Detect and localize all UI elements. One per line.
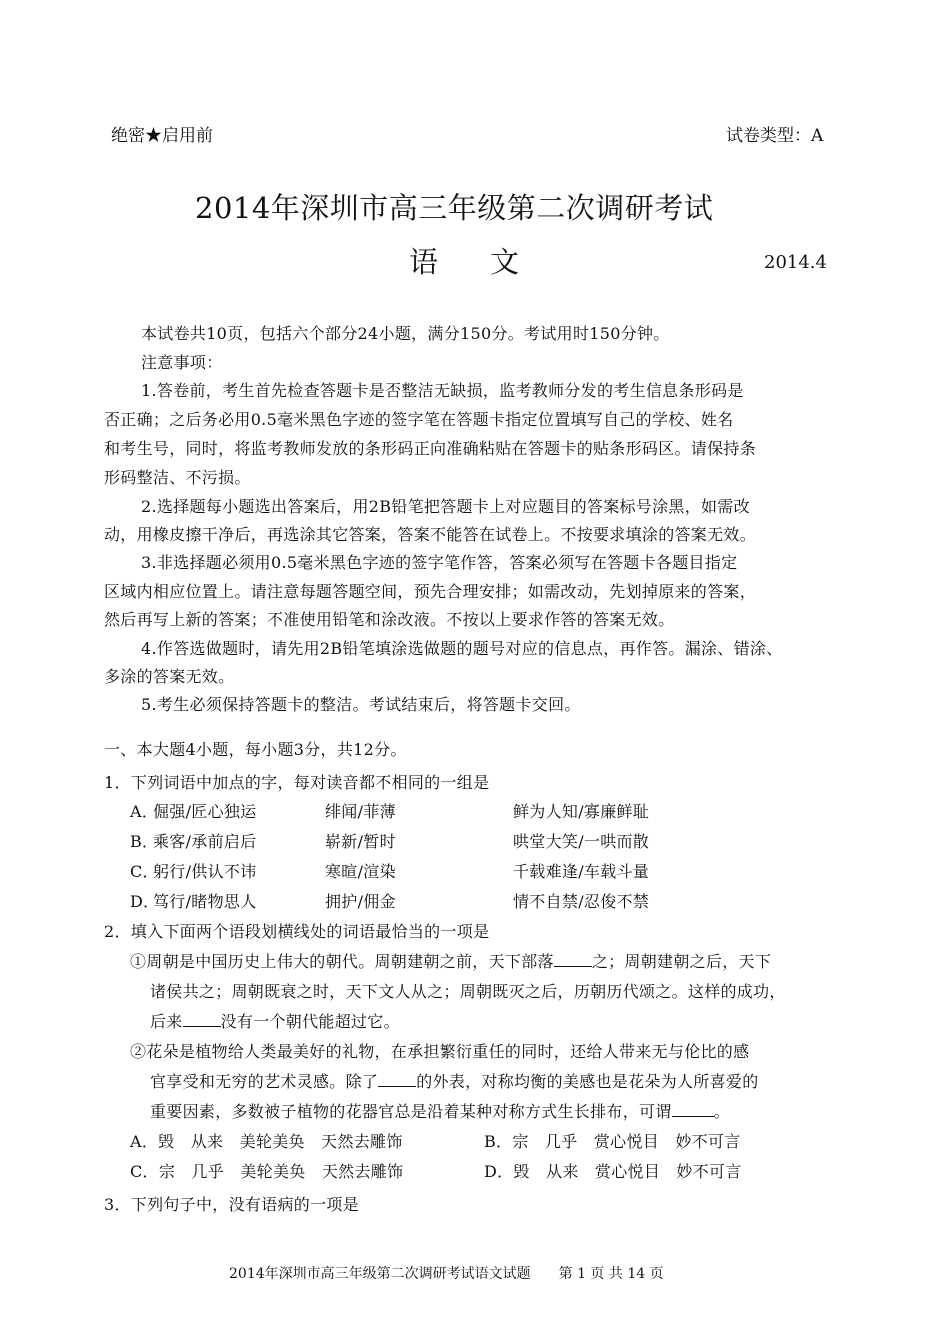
notice-line: 区域内相应位置上。请注意每题答题空间，预先合理安排；如需改动，先划掉原来的答案， xyxy=(104,582,757,601)
q2-passage-1-line: 诸侯共之；周朝既衰之时，天下文人从之；周朝既灭之后，历朝历代颂之。这样的成功， xyxy=(150,982,786,1001)
q1-option-word: 躬行/供认不讳 xyxy=(153,862,257,881)
exam-date: 2014.4 xyxy=(764,252,827,273)
q2-text: 之；周朝建朝之后，天下 xyxy=(591,952,772,971)
notice-line: 5.考生必须保持答题卡的整洁。考试结束后，将答题卡交回。 xyxy=(141,695,581,714)
q1-option-word: 乘客/承前启后 xyxy=(153,832,257,851)
q2-text: 官享受和无穷的艺术灵感。除了 xyxy=(150,1072,379,1091)
q2-text: 重要因素，多数被子植物的花器官总是沿着某种对称方式生长排布，可谓 xyxy=(150,1102,672,1121)
page-footer: 2014年深圳市高三年级第二次调研考试语文试题 第 1 页 共 14 页 xyxy=(229,1266,664,1282)
notice-line: 动，用橡皮擦干净后，再选涂其它答案，答案不能答在试卷上。不按要求填涂的答案无效。 xyxy=(104,525,757,544)
blank-line xyxy=(378,1072,416,1087)
confidential-label: 绝密★启用前 xyxy=(111,126,213,146)
section-heading: 一、本大题4小题，每小题3分，共12分。 xyxy=(104,740,407,759)
q2-option: B．宗 几乎 赏心悦目 妙不可言 xyxy=(484,1132,741,1151)
exam-title: 2014年深圳市高三年级第二次调研考试 xyxy=(195,191,714,225)
q1-option-word: 寒暄/渲染 xyxy=(325,862,396,881)
notice-line: 和考生号，同时，将监考教师发放的条形码正向准确粘贴在答题卡的贴条形码区。请保持条 xyxy=(104,439,757,458)
notice-line: 多涂的答案无效。 xyxy=(104,667,235,686)
q2-passage-1-line xyxy=(130,949,771,972)
notice-line: 1.答卷前，考生首先检查答题卡是否整洁无缺损，监考教师分发的考生信息条形码是 xyxy=(141,381,744,400)
q1-option-word: 拥护/佣金 xyxy=(325,892,396,911)
q1-option-word: 千载难逢/车载斗量 xyxy=(513,862,650,881)
notice-line: 否正确；之后务必用0.5毫米黑色字迹的签字笔在答题卡指定位置填写自己的学校、姓名 xyxy=(104,410,734,429)
blank-line xyxy=(672,1102,714,1117)
question-3-stem: 3．下列句子中，没有语病的一项是 xyxy=(104,1195,359,1214)
question-1-stem: 1．下列词语中加点的字，每对读音都不相同的一组是 xyxy=(104,773,490,792)
paper-type-label: 试卷类型：A xyxy=(726,126,824,146)
q2-passage-2-line: ②花朵是植物给人类最美好的礼物，在承担繁衍重任的同时，还给人带来无与伦比的感 xyxy=(130,1042,750,1061)
notice-title: 注意事项： xyxy=(141,353,223,372)
blank-line xyxy=(183,1012,221,1027)
notice-line: 然后再写上新的答案；不准使用铅笔和涂改液。不按以上要求作答的答案无效。 xyxy=(104,610,675,629)
q2-text: 后来 xyxy=(150,1012,183,1031)
q2-option: D．毁 从来 赏心悦目 妙不可言 xyxy=(484,1162,742,1181)
q2-text: 没有一个朝代能超过它。 xyxy=(220,1012,400,1031)
q2-option: A．毁 从来 美轮美奂 天然去雕饰 xyxy=(130,1132,403,1151)
question-2-stem: 2．填入下面两个语段划横线处的词语最恰当的一项是 xyxy=(104,922,490,941)
q1-option-word: 情不自禁/忍俊不禁 xyxy=(513,892,650,911)
q2-passage-2-line xyxy=(150,1069,759,1092)
q1-option-label: B． xyxy=(130,832,159,851)
notice-line: 形码整洁、不污损。 xyxy=(104,468,251,487)
q2-text: ①周朝是中国历史上伟大的朝代。周朝建朝之前，天下部落 xyxy=(130,952,554,971)
q1-option-word: 哄堂大笑/一哄而散 xyxy=(513,832,650,851)
q2-option: C．宗 几乎 美轮美奂 天然去雕饰 xyxy=(130,1162,404,1181)
subject-title: 语文 xyxy=(409,245,572,279)
q1-option-word: 倔强/匠心独运 xyxy=(153,802,257,821)
q1-option-word: 崭新/暂时 xyxy=(325,832,396,851)
notice-line: 3.非选择题必须用0.5毫米黑色字迹的签字笔作答，答案必须写在答题卡各题目指定 xyxy=(141,553,738,572)
q1-option-label: A． xyxy=(130,802,159,821)
blank-line xyxy=(554,952,592,967)
q1-option-label: D． xyxy=(130,892,160,911)
q1-option-word: 鲜为人知/寡廉鲜耻 xyxy=(513,802,650,821)
q1-option-label: C． xyxy=(130,862,159,881)
q1-option-word: 笃行/睹物思人 xyxy=(153,892,257,911)
q2-passage-1-line xyxy=(150,1009,400,1032)
notice-line: 4.作答选做题时，请先用2B铅笔填涂选做题的题号对应的信息点，再作答。漏涂、错涂、 xyxy=(141,639,783,658)
notice-line: 2.选择题每小题选出答案后，用2B铅笔把答题卡上对应题目的答案标号涂黑，如需改 xyxy=(141,497,750,516)
q2-text: 。 xyxy=(713,1102,730,1121)
intro-text: 本试卷共10页，包括六个部分24小题，满分150分。考试用时150分钟。 xyxy=(141,324,670,343)
q2-text: 的外表，对称均衡的美感也是花朵为人所喜爱的 xyxy=(416,1072,759,1091)
q2-passage-2-line xyxy=(150,1099,730,1122)
q1-option-word: 绯闻/菲薄 xyxy=(325,802,396,821)
